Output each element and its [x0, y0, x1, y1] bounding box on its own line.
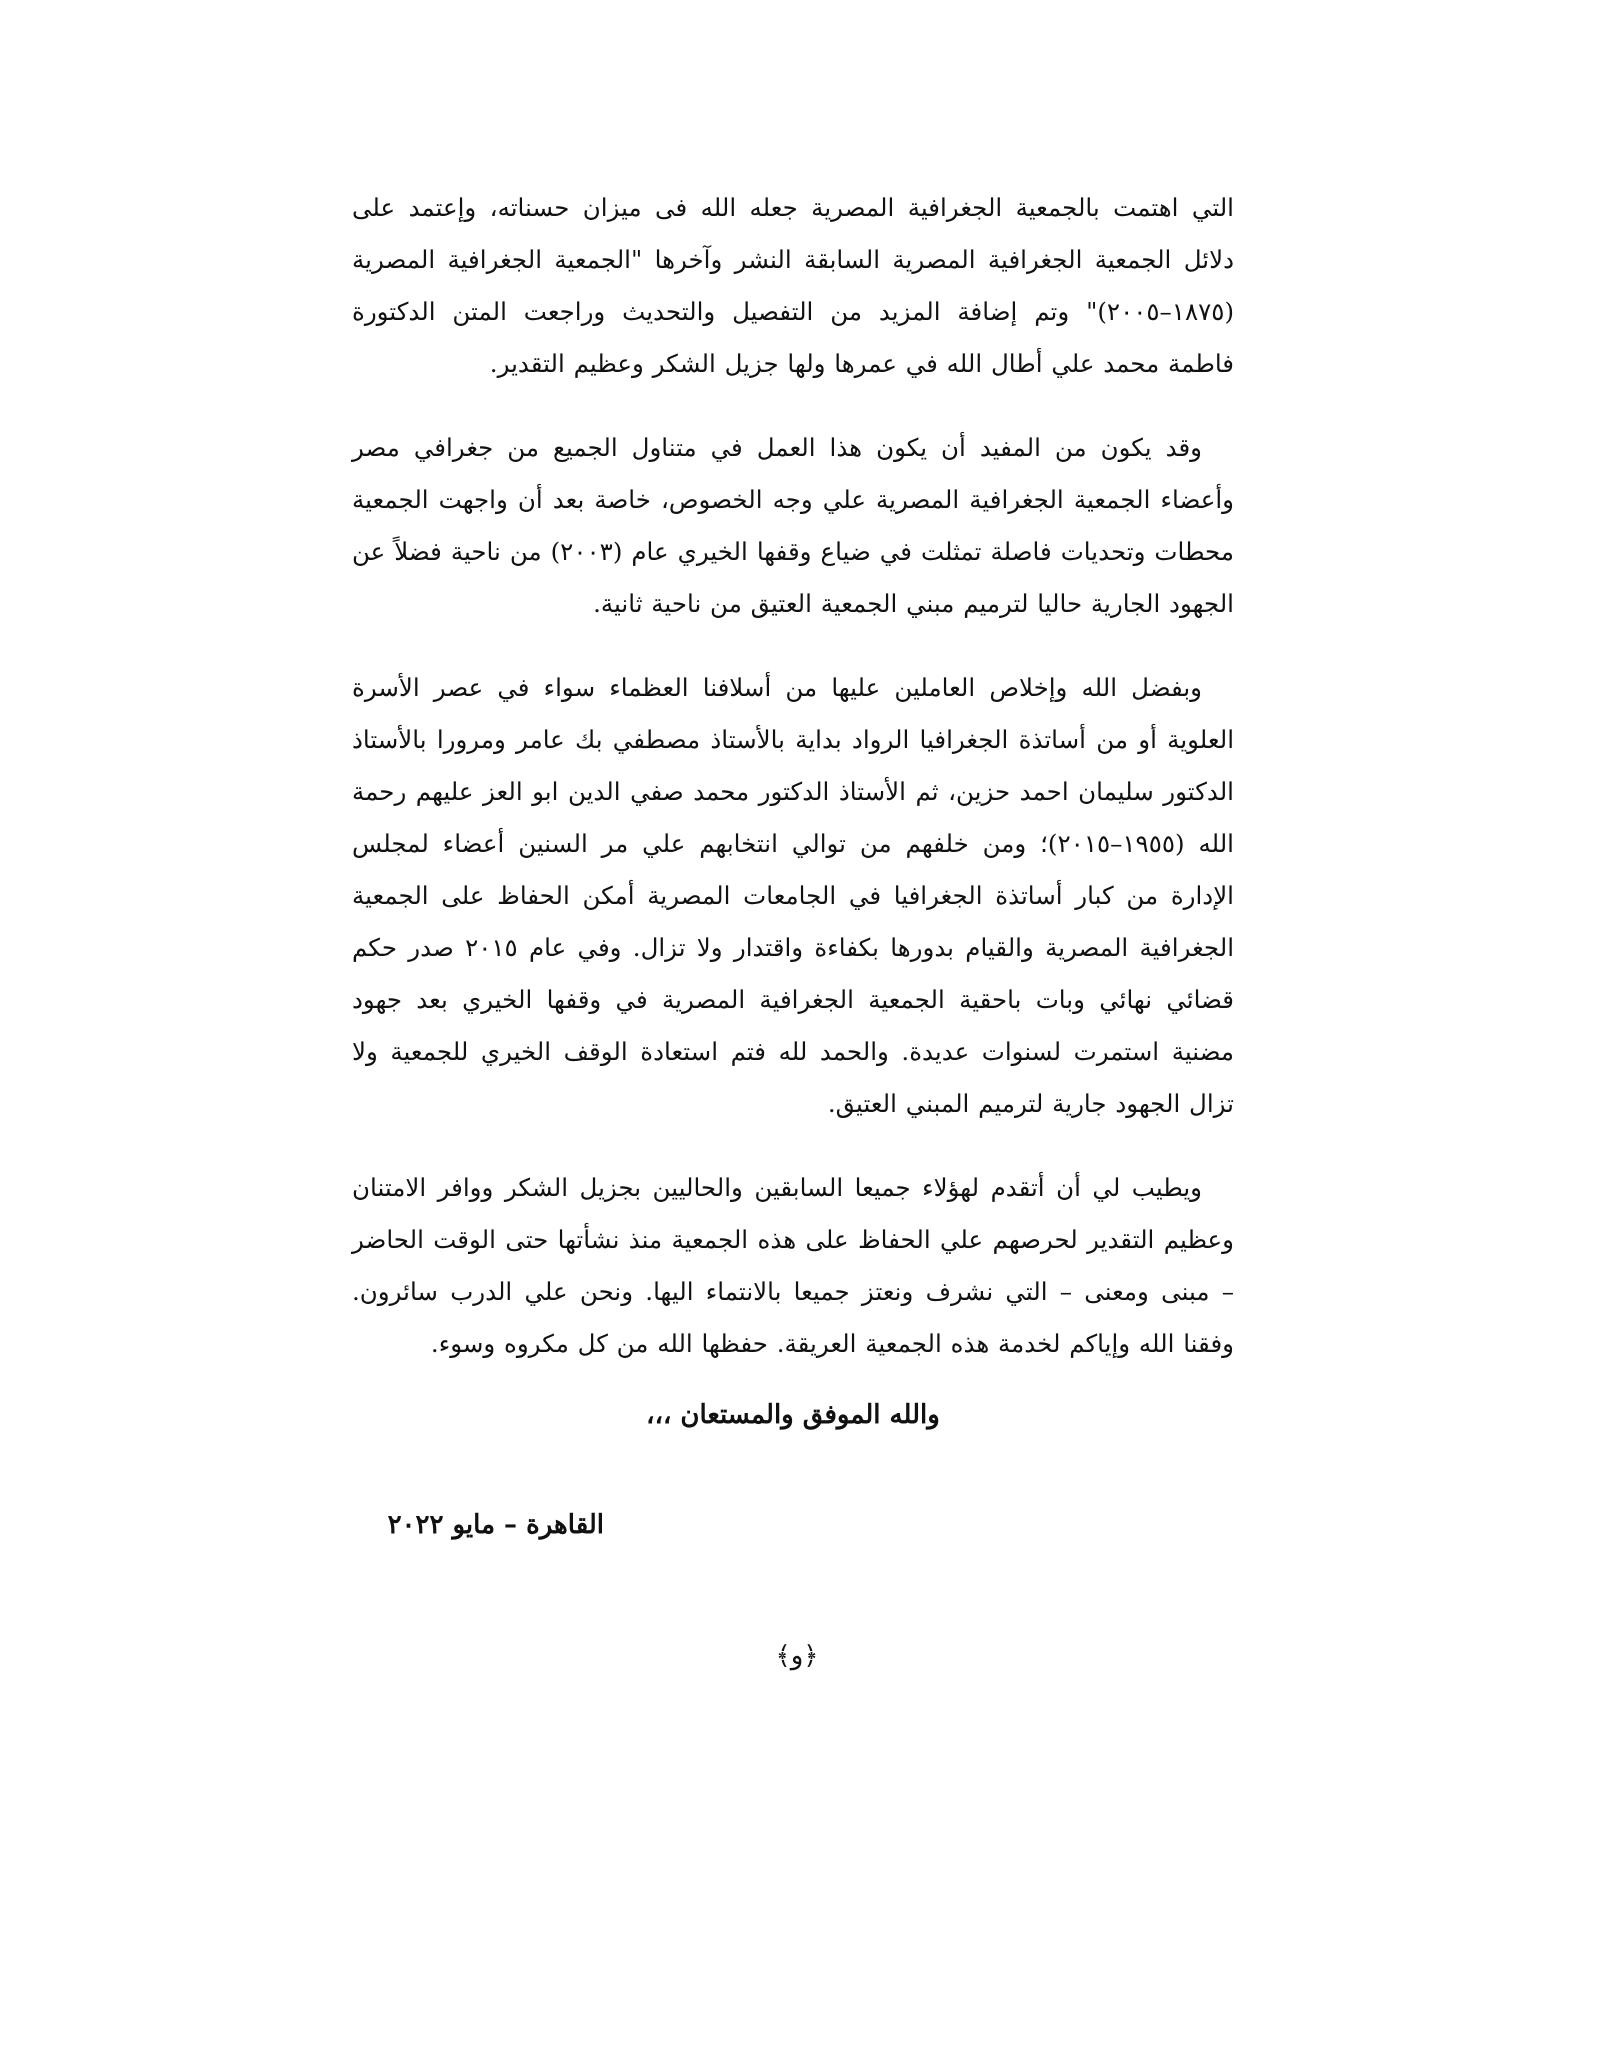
paragraph-3: وبفضل الله وإخلاص العاملين عليها من أسلافنا العظماء سواء في عصر الأسرة العلوية أو من أساتذة الجغرافيا الرواد بداية بالأستاذ مصطفي بك عامر ومرورا بالأستاذ الدكتور سليمان احمد حزين، ثم الأستاذ الدكتور محمد صفي الدين ابو العز عليهم رحمة الله (١٩٥٥–٢٠١٥)؛ ومن خلفهم من توالي انتخابهم علي مر السنين أعضاء لمجلس الإدارة من كبار أساتذة الجغرافيا في الجامعات المصرية أمكن الحفاظ على الجمعية الجغرافية المصرية والقيام بدورها بكفاءة واقتدار ولا تزال. وفي عام ٢٠١٥ صدر حكم قضائي نهائي وبات باحقية الجمعية الجغرافية المصرية في وقفها الخيري بعد جهود مضنية استمرت لسنوات عديدة. والحمد لله فتم استعادة الوقف الخيري للجمعية ولا تزال الجهود جارية لترميم المبني العتيق.: [352, 673, 1235, 1118]
body-text: [352, 182, 1234, 1402]
place-date-line: القاهرة – مايو ٢٠٢٢: [387, 1510, 604, 1540]
paragraph-4: ويطيب لي أن أتقدم لهؤلاء جميعا السابقين والحاليين بجزيل الشكر ووافر الامتنان وعظيم التقدير لحرصهم علي الحفاظ على هذه الجمعية منذ نشأتها حتى الوقت الحاضر – مبنى ومعنى – التي نشرف ونعتز جميعا بالانتماء اليها. ونحن علي الدرب سائرون. وفقنا الله وإياكم لخدمة هذه الجمعية العريقة. حفظها الله من كل مكروه وسوء.: [352, 1173, 1234, 1358]
paragraph-2: وقد يكون من المفيد أن يكون هذا العمل في متناول الجميع من جغرافي مصر وأعضاء الجمعية الجغرافية المصرية علي وجه الخصوص، خاصة بعد أن واجهت الجمعية محطات وتحديات فاصلة تمثلت في ضياع وقفها الخيري عام (٢٠٠٣) من ناحية فضلاً عن الجهود الجارية حاليا لترميم مبني الجمعية العتيق من ناحية ثانية.: [352, 433, 1234, 618]
page-number: ﴿و﴾: [775, 1641, 819, 1671]
paragraph-1: التي اهتمت بالجمعية الجغرافية المصرية جعله الله فى ميزان حسناته، وإعتمد على دلائل الجمعية الجغرافية المصرية السابقة النشر وآخرها "الجمعية الجغرافية المصرية (١٨٧٥–٢٠٠٥)" وتم إضافة المزيد من التفصيل والتحديث وراجعت المتن الدكتورة فاطمة محمد علي أطال الله في عمرها ولها جزيل الشكر وعظيم التقدير.: [352, 193, 1234, 378]
closing-line: والله الموفق والمستعان ،،،: [646, 1400, 940, 1430]
